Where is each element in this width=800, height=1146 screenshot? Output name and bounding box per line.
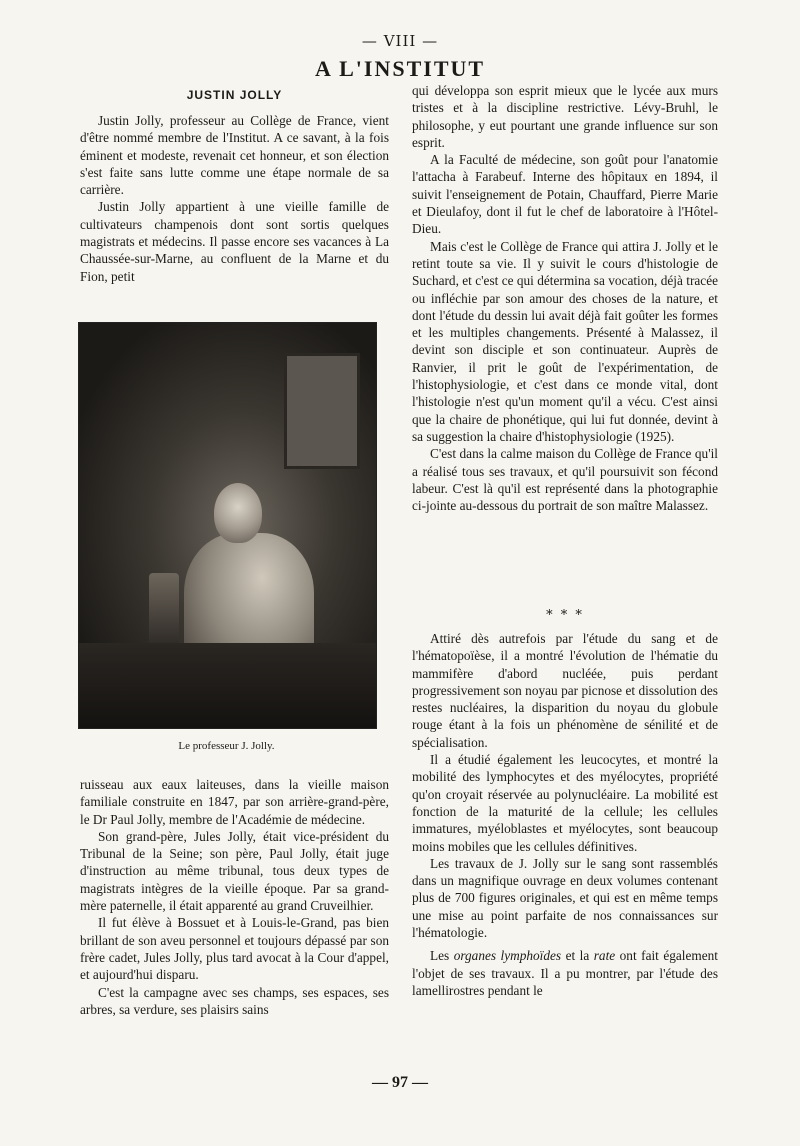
page-number-bottom: — 97 —: [372, 1074, 428, 1091]
portrait-frame: [284, 353, 360, 469]
paragraph: Justin Jolly appartient à une vieille famille de cultivateurs champenois dont sont sortis quelques magistrats et médecins. Il passe encore ses vacances à La Chaussée-sur-Marne, au confluent de la Marne et du Fion, petit: [80, 199, 389, 284]
figure-head: [214, 483, 262, 543]
photo-caption: Le professeur J. Jolly.: [178, 740, 275, 752]
paragraph: [412, 947, 718, 999]
paragraph: C'est la campagne avec ses champs, ses espaces, ses arbres, sa verdure, ses plaisirs sains: [80, 984, 389, 1017]
paragraph: Il a étudié également les leucocytes, et montré la mobilité des lymphocytes et des myélocytes, propriété qu'on croyait réservée au polynucléaire. La mobilité est fonction de la maturité de la cellule; les cellules immatures, myéloblastes et myélocytes, sont beaucoup moins mobiles que les cellules définitives.: [412, 752, 718, 854]
italic-term: organes lymphoïdes: [453, 948, 562, 964]
text-run: ont fait également l'objet de ses travaux. Il a pu montrer, par l'étude des lamellirostres pendant le: [412, 948, 718, 998]
paragraph: Mais c'est le Collège de France qui attira J. Jolly et le retint toute sa vie. Il y suivit le cours d'histologie de Suchard, et c'est ce qui détermina sa vocation, déjà tracée ou infléchie par son amour des choses de la nature, et dont l'étude du dessin lui avait déjà fait goûter les formes et les multiples changements. Présenté à Malassez, il devint son disciple et son continuateur. Auprès de Ranvier, il prit le goût de l'expérimentation, de l'histophysiologie, et c'est dans ce monde vital, dont l'histologie n'est qu'un moment qu'il a vécu. C'est ainsi que la chaire de phonétique, qui lui fut donnée, devint à sa suggestion la chaire d'histophysiologie (1925).: [412, 238, 718, 444]
right-column-bottom: [412, 630, 718, 999]
paragraph: Justin Jolly, professeur au Collège de France, vient d'être nommé membre de l'Institut. A ce savant, à la fois éminent et modeste, revenait cet honneur, et son élection s'est faite sans lutte comme une étape normale de sa carrière.: [80, 113, 389, 198]
microscope: [149, 573, 179, 648]
lab-table: [79, 643, 376, 728]
left-column-top: [80, 112, 389, 285]
right-column-top: [412, 82, 718, 514]
italic-term: rate: [593, 948, 616, 964]
section-ornament: * * *: [546, 608, 584, 623]
paragraph: Son grand-père, Jules Jolly, était vice-président du Tribunal de la Seine; son père, Paul Jolly, était juge d'instruction au même tribunal, tous deux types de magistrats intègres de la vieille époque. Par sa grand-mère paternelle, il était apparenté au grand Cruveilhier.: [80, 828, 389, 914]
paragraph: qui développa son esprit mieux que le lycée aux murs tristes et à la discipline restrictive. Lévy-Bruhl, le philosophe, y eut pourtant une grande influence sur son esprit.: [412, 83, 718, 150]
paragraph: C'est dans la calme maison du Collège de France qu'il a réalisé tous ses travaux, et qu'il poursuivit son fécond labeur. C'est là qu'il est représenté dans la photographie ci-jointe au-dessous du portrait de son maître Malassez.: [412, 446, 718, 514]
article-heading: JUSTIN JOLLY: [186, 88, 283, 102]
portrait-photo: [78, 322, 377, 729]
paragraph: Les travaux de J. Jolly sur le sang sont rassemblés dans un magnifique ouvrage en deux volumes contenant plus de 700 figures originales, et qui est en même temps une mise au point parfaite de nos connaissances sur l'hématologie.: [412, 855, 718, 941]
paragraph: Attiré dès autrefois par l'étude du sang et de l'hématopoïèse, il a montré l'évolution de l'hématie du mammifère d'abord nucléée, puis perdant progressivement son noyau par picnose et dissolution des restes nucléaires, la disparition du noyau du globule rouge étant à la fois un phénomène de sénilité et de spécialisation.: [412, 631, 718, 750]
text-run: et la: [561, 948, 594, 964]
page-title: A L'INSTITUT: [314, 56, 486, 81]
text-run: Les: [430, 948, 454, 964]
paragraph: Il fut élève à Bossuet et à Louis-le-Grand, pas bien brillant de son aveu personnel et toujours dépassé par son frère cadet, Jules Jolly, plus tard avocat à la Cour d'appel, et aujourd'hui disparu.: [80, 915, 389, 983]
page-number-top: — VIII —: [361, 32, 439, 50]
paragraph: ruisseau aux eaux laiteuses, dans la vieille maison familiale construite en 1847, par son arrière-grand-père, le Dr Paul Jolly, membre de l'Académie de médecine.: [80, 777, 389, 827]
paragraph: A la Faculté de médecine, son goût pour l'anatomie l'attacha à Farabeuf. Interne des hôpitaux en 1894, il suivit l'enseignement de Potain, Chauffard, Pierre Marie et Dieulafoy, dont il fut le chef de laboratoire à l'Hôtel-Dieu.: [412, 152, 718, 237]
left-column-bottom: [80, 776, 389, 1018]
